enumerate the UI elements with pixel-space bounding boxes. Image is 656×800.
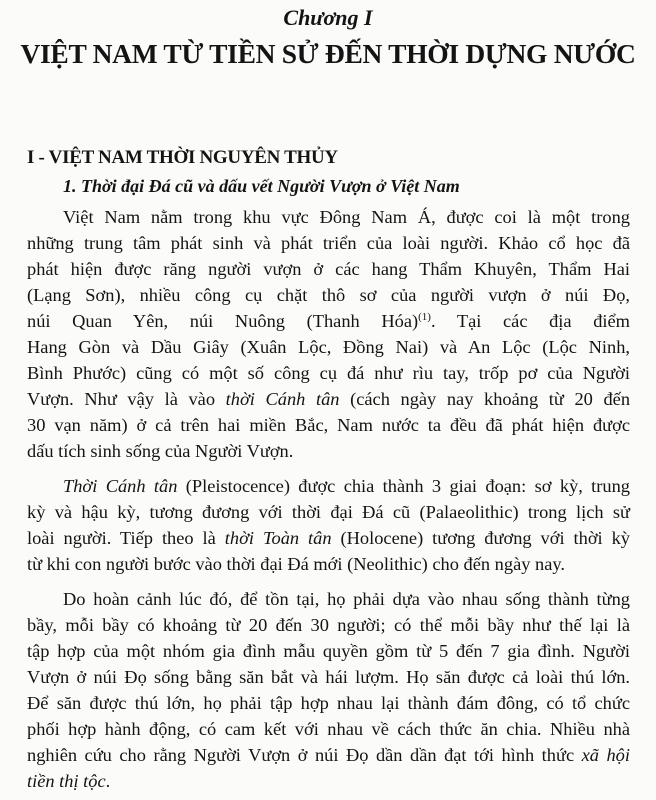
text-line: Bình Phước) cũng có một số công cụ đá như rìu tay, trốp pơ của Người <box>27 363 630 383</box>
text-line: dấu tích sinh sống của Người Vượn. <box>27 441 294 461</box>
text-line <box>27 473 630 499</box>
text-line: bầy, mỗi bầy có khoảng từ 20 đến 30 người; có thể mỗi bầy như thế lại là <box>27 615 630 635</box>
body-text <box>27 204 630 794</box>
text-line <box>27 525 630 551</box>
text-run: Vượn. Như vậy là vào <box>27 389 226 409</box>
text-line: 30 vạn năm) ở cả trên hai miền Bắc, Nam nước ta đều đã phát hiện được <box>27 415 630 435</box>
chapter-label: Chương I <box>283 5 373 30</box>
text-line <box>27 386 630 412</box>
paragraph <box>27 204 630 464</box>
footnote-marker[interactable]: (1) <box>418 311 431 323</box>
section-heading: I - VIỆT NAM THỜI NGUYÊN THỦY <box>27 147 338 168</box>
text-line <box>27 742 630 768</box>
text-line: từ khi con người bước vào thời đại Đá mới (Neolithic) cho đến ngày nay. <box>27 554 565 574</box>
text-line <box>27 308 630 334</box>
text-run: núi Quan Yên, núi Nuông (Thanh Hóa) <box>27 311 419 331</box>
text-run: . Tại các địa điểm <box>430 311 630 331</box>
text-line: Vượn ở núi Đọ sống bằng săn bắt và hái lượm. Họ săn được cả loài thú lớn. <box>27 667 630 687</box>
text-line: những trung tâm phát sinh và phát triển của loài người. Khảo cổ học đã <box>27 233 630 253</box>
italic-term: xã hội <box>581 745 630 765</box>
text-line: Để săn được thú lớn, họ phải tập hợp nhau lại thành đám đông, có tổ chức <box>27 693 630 713</box>
italic-term: tiền thị tộc <box>27 771 106 791</box>
text-run: (cách ngày nay khoảng từ 20 đến <box>339 389 631 409</box>
subsection-heading: 1. Thời đại Đá cũ và dấu vết Người Vượn ở Việt Nam <box>63 176 460 196</box>
text-run: (Pleistocence) được chia thành 3 giai đoạn: sơ kỳ, trung <box>177 476 630 496</box>
text-line: tập hợp của một nhóm gia đình mẫu quyền gồm từ 5 đến 7 gia đình. Người <box>27 641 630 661</box>
text-line <box>27 768 630 794</box>
chapter-title: VIỆT NAM TỪ TIỀN SỬ ĐẾN THỜI DỰNG NƯỚC <box>20 38 636 69</box>
text-line: phối hợp hành động, có cam kết với nhau về cách thức ăn chia. Nhiều nhà <box>27 719 630 739</box>
text-run: . <box>105 771 111 791</box>
text-line: phát hiện được răng người vượn ở các hang Thẩm Khuyên, Thẩm Hai <box>27 259 630 279</box>
text-line: Hang Gòn và Dầu Giây (Xuân Lộc, Đồng Nai) và An Lộc (Lộc Ninh, <box>27 337 630 357</box>
text-line: (Lạng Sơn), nhiều công cụ chặt thô sơ của người vượn ở núi Đọ, <box>27 285 630 305</box>
paragraph <box>27 473 630 577</box>
italic-term: Thời Cánh tân <box>63 476 178 496</box>
text-run: nghiên cứu cho rằng Người Vượn ở núi Đọ dần dần đạt tới hình thức <box>27 745 582 765</box>
text-line: Việt Nam nằm trong khu vực Đông Nam Á, được coi là một trong <box>63 207 630 227</box>
text-line: kỳ và hậu kỳ, tương đương với thời đại Đá cũ (Palaeolithic) trong lịch sử <box>27 502 630 522</box>
text-run: loài người. Tiếp theo là <box>27 528 225 548</box>
italic-term: thời Cánh tân <box>225 389 340 409</box>
paragraph <box>27 586 630 794</box>
italic-term: thời Toàn tân <box>224 528 332 548</box>
text-run: (Holocene) tương đương với thời kỳ <box>331 528 630 548</box>
text-line: Do hoàn cảnh lúc đó, để tồn tại, họ phải dựa vào nhau sống thành từng <box>63 589 630 609</box>
